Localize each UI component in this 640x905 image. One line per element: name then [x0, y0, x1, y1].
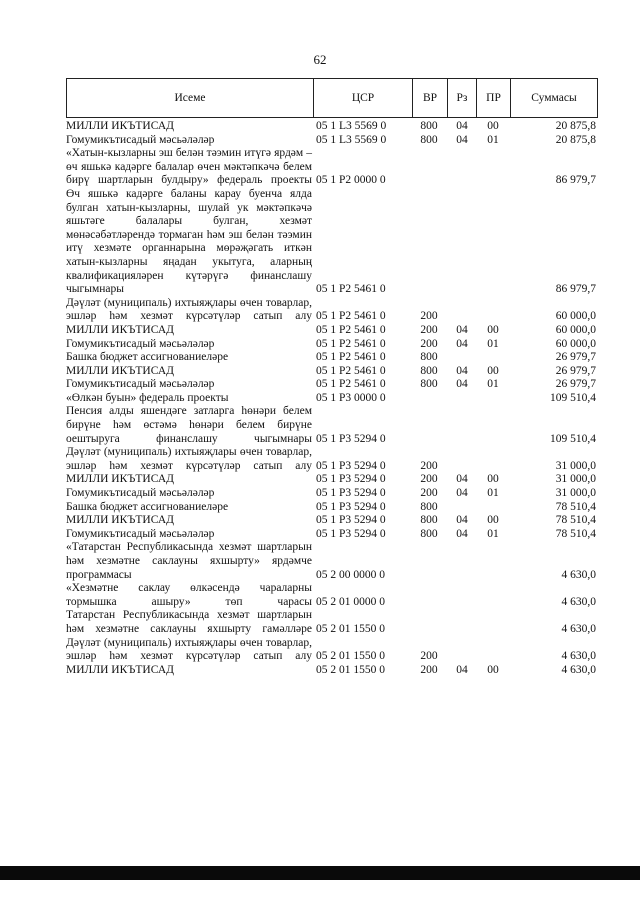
column-header-name: Исеме — [174, 92, 206, 104]
row-name: Башка бюджет ассигнованиеләре — [66, 500, 229, 513]
row-csr: 05 1 P3 5294 0 — [316, 487, 386, 500]
row-sum: 4 630,0 — [561, 568, 596, 581]
row-sum: 109 510,4 — [550, 432, 596, 445]
row-name: «Өлкән буын» федераль проекты — [66, 391, 229, 404]
table-row — [66, 378, 598, 392]
table-row — [66, 324, 598, 338]
row-rz: 04 — [456, 527, 468, 540]
row-csr: 05 1 P3 5294 0 — [316, 527, 386, 540]
row-sum: 20 875,8 — [555, 133, 596, 146]
table-row — [66, 134, 598, 148]
row-vr: 200 — [420, 459, 438, 472]
row-name: «Хезмәтне саклау өлкәсендә чараларны тормышка ашыру» төп чарасы — [66, 582, 312, 608]
row-sum: 4 630,0 — [561, 595, 596, 608]
row-csr: 05 2 01 0000 0 — [316, 595, 385, 608]
row-name: Дәүләт (муниципаль) ихтыяҗлары өчен товарлар, эшләр һәм хезмәт күрсәтүләр сатып алу — [66, 636, 312, 663]
table-row — [66, 582, 598, 609]
row-csr: 05 2 01 1550 0 — [316, 663, 385, 676]
column-header-pr: ПР — [486, 92, 501, 104]
row-sum: 60 000,0 — [555, 337, 596, 350]
row-csr: 05 1 P2 5461 0 — [316, 337, 386, 350]
scan-bottom-bar — [0, 866, 640, 880]
row-vr: 800 — [420, 133, 438, 146]
row-sum: 60 000,0 — [555, 323, 596, 336]
table-row — [66, 188, 598, 297]
row-pr: 00 — [487, 120, 499, 132]
row-name: МИЛЛИ ИКЪТИСАД — [66, 323, 174, 336]
row-sum: 4 630,0 — [561, 622, 596, 635]
row-vr: 800 — [420, 120, 438, 132]
table-row — [66, 528, 598, 542]
row-pr: 00 — [487, 323, 499, 336]
row-pr: 00 — [487, 514, 499, 527]
row-vr: 200 — [420, 487, 438, 500]
row-sum: 60 000,0 — [555, 310, 596, 323]
row-rz: 04 — [456, 487, 468, 500]
row-rz: 04 — [456, 337, 468, 350]
table-row — [66, 541, 598, 582]
row-vr: 800 — [420, 514, 438, 527]
row-rz: 04 — [456, 378, 468, 391]
row-vr: 800 — [420, 351, 438, 364]
row-rz: 04 — [456, 514, 468, 527]
row-csr: 05 1 P3 5294 0 — [316, 500, 386, 513]
row-vr: 200 — [420, 323, 438, 336]
row-sum: 4 630,0 — [561, 650, 596, 663]
row-rz: 04 — [456, 133, 468, 146]
row-pr: 01 — [487, 378, 499, 391]
row-rz: 04 — [456, 323, 468, 336]
row-sum: 4 630,0 — [561, 663, 596, 676]
row-name: МИЛЛИ ИКЪТИСАД — [66, 514, 174, 527]
row-sum: 86 979,7 — [555, 174, 596, 187]
row-sum: 26 979,7 — [555, 351, 596, 364]
row-vr: 200 — [420, 663, 438, 676]
row-csr: 05 2 00 0000 0 — [316, 568, 385, 581]
table-row — [66, 351, 598, 365]
column-header-rz: Рз — [456, 92, 468, 104]
row-pr: 01 — [487, 337, 499, 350]
row-vr: 200 — [420, 473, 438, 486]
row-name: Пенсия алды яшендәге затларга һөнәри белем бирүне һәм өстәмә һөнәри белем бирүне оештыруга финанслашу чыгымнары — [66, 405, 312, 445]
row-pr: 01 — [487, 487, 499, 500]
row-sum: 20 875,8 — [555, 120, 596, 132]
row-sum: 31 000,0 — [555, 459, 596, 472]
row-csr: 05 1 P2 5461 0 — [316, 364, 386, 377]
row-name: «Хатын-кызларны эш белән тәэмин итүгә ярдәм – өч яшькә кадәрге балалар өчен мәктәпкәчә белем бирү шартларын булдыру» федераль проекты — [66, 147, 312, 187]
row-vr: 200 — [420, 310, 438, 323]
table-row — [66, 637, 598, 664]
row-csr: 05 2 01 1550 0 — [316, 622, 385, 635]
row-sum: 86 979,7 — [555, 283, 596, 296]
table-row — [66, 392, 598, 406]
row-pr: 00 — [487, 473, 499, 486]
row-name: «Татарстан Республикасында хезмәт шартларын һәм хезмәтне саклауны яхшырту» ярдәмче программасы — [66, 541, 312, 581]
row-csr: 05 1 P2 5461 0 — [316, 310, 386, 323]
row-csr: 05 1 P3 5294 0 — [316, 432, 386, 445]
row-rz: 04 — [456, 364, 468, 377]
row-csr: 05 1 P2 5461 0 — [316, 378, 386, 391]
table-row — [66, 120, 598, 134]
row-name: Гомумикътисадый мәсьәләләр — [66, 337, 215, 350]
table-row — [66, 297, 598, 324]
row-vr: 200 — [420, 650, 438, 663]
table-row — [66, 365, 598, 379]
row-name: Өч яшькә кадәрге баланы карау буенча ялда булган хатын-кызларны, шулай ук мәктәпкәчә яшьтәге балалары булган, хезмәт мөнәсәбәтләрендә тормаган һәм эш белән тәэмин итү хезмәте органнарына мөрәҗәгать иткән хатын-кызларны яңадан укытуга, аларның квалификацияләрен күтәрүгә финанслашу чыгымнары — [66, 187, 312, 296]
row-name: Гомумикътисадый мәсьәләләр — [66, 133, 215, 146]
table-row — [66, 147, 598, 188]
table-row — [66, 501, 598, 515]
row-csr: 05 1 P2 5461 0 — [316, 351, 386, 364]
row-vr: 800 — [420, 500, 438, 513]
row-name: МИЛЛИ ИКЪТИСАД — [66, 473, 174, 486]
table-row — [66, 338, 598, 352]
row-rz: 04 — [456, 120, 468, 132]
row-vr: 200 — [420, 337, 438, 350]
row-name: Дәүләт (муниципаль) ихтыяҗлары өчен товарлар, эшләр һәм хезмәт күрсәтүләр сатып алу — [66, 296, 312, 323]
row-rz: 04 — [456, 473, 468, 486]
row-csr: 05 1 L3 5569 0 — [316, 133, 387, 146]
table-row — [66, 405, 598, 446]
row-csr: 05 1 P2 5461 0 — [316, 283, 386, 296]
row-name: Башка бюджет ассигнованиеләре — [66, 351, 229, 364]
row-name: МИЛЛИ ИКЪТИСАД — [66, 364, 174, 377]
row-name: МИЛЛИ ИКЪТИСАД — [66, 120, 174, 132]
row-csr: 05 1 P3 5294 0 — [316, 514, 386, 527]
row-sum: 78 510,4 — [555, 500, 596, 513]
table-header — [66, 78, 598, 118]
row-pr: 00 — [487, 663, 499, 676]
row-csr: 05 1 P3 5294 0 — [316, 459, 386, 472]
row-pr: 00 — [487, 364, 499, 377]
page-number: 62 — [313, 52, 327, 67]
row-name: Гомумикътисадый мәсьәләләр — [66, 527, 215, 540]
row-name: Гомумикътисадый мәсьәләләр — [66, 487, 215, 500]
row-name: Дәүләт (муниципаль) ихтыяҗлары өчен товарлар, эшләр һәм хезмәт күрсәтүләр сатып алу — [66, 446, 312, 472]
row-sum: 109 510,4 — [550, 391, 596, 404]
row-vr: 800 — [420, 527, 438, 540]
row-name: Гомумикътисадый мәсьәләләр — [66, 378, 215, 391]
row-csr: 05 1 P3 5294 0 — [316, 473, 386, 486]
row-csr: 05 1 P3 0000 0 — [316, 391, 386, 404]
row-csr: 05 1 L3 5569 0 — [316, 120, 387, 132]
column-header-vr: ВР — [422, 92, 438, 104]
row-csr: 05 2 01 1550 0 — [316, 650, 385, 663]
row-pr: 01 — [487, 527, 499, 540]
row-csr: 05 1 P2 0000 0 — [316, 174, 386, 187]
row-csr: 05 1 P2 5461 0 — [316, 323, 386, 336]
row-rz: 04 — [456, 663, 468, 676]
row-sum: 78 510,4 — [555, 527, 596, 540]
row-sum: 31 000,0 — [555, 487, 596, 500]
table-row — [66, 514, 598, 528]
row-sum: 26 979,7 — [555, 364, 596, 377]
table-row — [66, 664, 598, 678]
row-name: Татарстан Республикасында хезмәт шартларын һәм хезмәтне саклауны яхшырту гамәлләре — [66, 609, 312, 635]
table-row — [66, 487, 598, 501]
row-sum: 31 000,0 — [555, 473, 596, 486]
row-sum: 78 510,4 — [555, 514, 596, 527]
row-vr: 800 — [420, 378, 438, 391]
row-sum: 26 979,7 — [555, 378, 596, 391]
table-row — [66, 446, 598, 473]
row-vr: 800 — [420, 364, 438, 377]
table-row — [66, 609, 598, 636]
column-header-csr: ЦСР — [351, 92, 375, 104]
row-pr: 01 — [487, 133, 499, 146]
column-header-sum: Суммасы — [531, 92, 577, 104]
table-row — [66, 473, 598, 487]
row-name: МИЛЛИ ИКЪТИСАД — [66, 663, 174, 676]
table-body — [66, 120, 598, 677]
